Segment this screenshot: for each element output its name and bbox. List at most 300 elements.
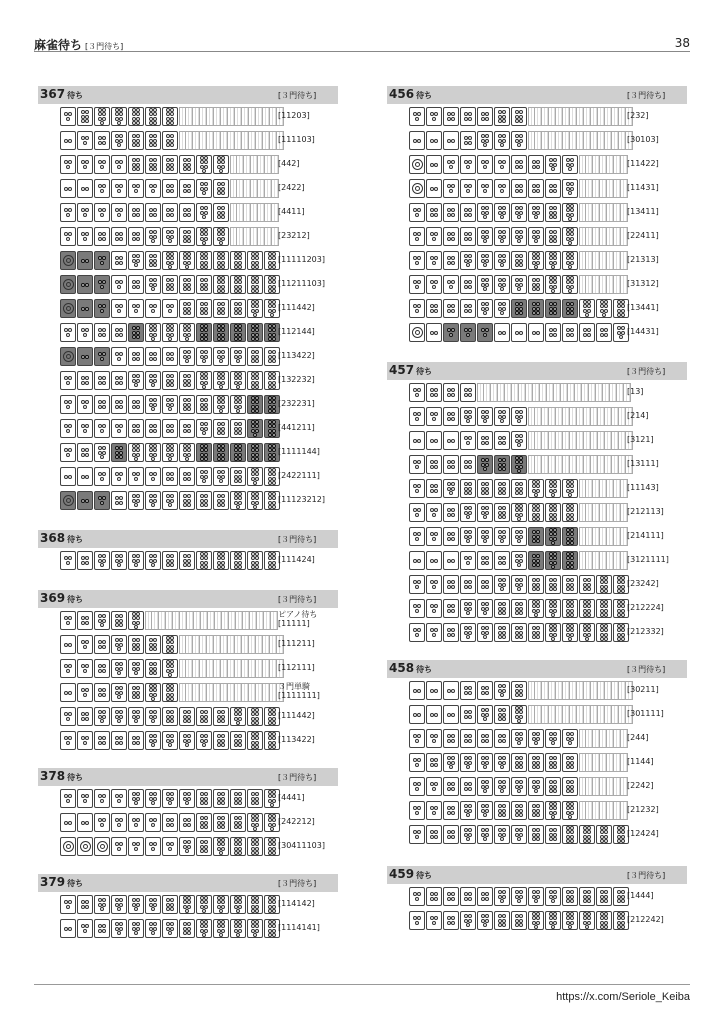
empty-slot: [579, 227, 586, 246]
pin-6-tile: [528, 623, 544, 642]
empty-slot: [563, 455, 570, 474]
empty-slot: [221, 107, 228, 126]
pin-5-tile: [511, 227, 527, 246]
pin-4-tile: [460, 107, 476, 126]
pin-7-tile: [196, 371, 212, 390]
hand-row: [387, 224, 687, 248]
pin-4-tile: [94, 731, 110, 750]
pin-4-tile: [579, 323, 595, 342]
empty-slot: [584, 131, 591, 150]
empty-slot: [535, 455, 542, 474]
pin-7-tile: [511, 705, 527, 724]
pin-7-tile: [247, 467, 263, 486]
pin-6-tile: [511, 251, 527, 270]
pin-5-tile: [528, 777, 544, 796]
pin-5-tile: [494, 299, 510, 318]
hand-label: [212242]: [627, 915, 664, 924]
empty-slot: [598, 431, 605, 450]
empty-slot: [579, 801, 586, 820]
pin-4-tile: [443, 299, 459, 318]
pin-4-tile: [162, 203, 178, 222]
pin-4-tile: [477, 681, 493, 700]
empty-slot: [230, 227, 237, 246]
pin-5-tile: [179, 347, 195, 366]
pin-4-tile: [77, 895, 93, 914]
pin-8-tile: [247, 251, 263, 270]
pin-4-tile: [128, 227, 144, 246]
pin-8-tile: [247, 551, 263, 570]
pin-7-tile: [562, 251, 578, 270]
empty-slot: [186, 683, 193, 702]
pin-5-tile: [494, 887, 510, 906]
empty-slot: [605, 455, 612, 474]
tile-hand: [60, 919, 281, 938]
empty-slot: [612, 431, 619, 450]
empty-slot: [612, 107, 619, 126]
empty-slot: [540, 383, 547, 402]
empty-slot: [228, 659, 235, 678]
empty-slot: [591, 705, 598, 724]
pin-5-tile: [460, 527, 476, 546]
pin-3-tile: [77, 731, 93, 750]
empty-slot: [270, 107, 277, 126]
pin-7-tile: [111, 107, 127, 126]
hand-row: [38, 834, 338, 858]
tile-hand: [409, 887, 630, 906]
empty-slot: [547, 383, 554, 402]
pin-2-tile: [443, 131, 459, 150]
pin-4-tile: [443, 887, 459, 906]
tile-hand: [409, 407, 633, 426]
hand-label: ３門単騎 [1111111]: [278, 682, 320, 700]
empty-slot: [549, 407, 556, 426]
empty-slot: [593, 801, 600, 820]
pin-8-tile: [562, 825, 578, 844]
empty-slot: [549, 431, 556, 450]
hand-label: [30211]: [627, 685, 659, 694]
hand-label: [242212]: [278, 817, 315, 826]
pin-4-tile: [443, 575, 459, 594]
pin-6-tile: [230, 419, 246, 438]
tile-hand: [409, 801, 628, 820]
tile-hand: [409, 383, 631, 402]
pin-5-tile: [145, 731, 161, 750]
pin-4-tile: [460, 203, 476, 222]
tile-hand: [409, 299, 630, 318]
hand-row: [38, 810, 338, 834]
pin-4-tile: [443, 801, 459, 820]
hand-label: [13411]: [627, 207, 659, 216]
pin-3-tile: [443, 275, 459, 294]
empty-slot: [208, 611, 215, 630]
tile-hand: [60, 395, 281, 414]
empty-slot: [591, 431, 598, 450]
pin-4-tile: [94, 919, 110, 938]
empty-slot: [605, 131, 612, 150]
empty-slot: [235, 131, 242, 150]
pin-2-tile: [409, 681, 425, 700]
hand-label: [111103]: [278, 135, 315, 144]
empty-slot: [607, 729, 614, 748]
empty-slot: [256, 659, 263, 678]
empty-slot: [230, 155, 237, 174]
empty-slot: [249, 659, 256, 678]
tile-hand: [60, 275, 281, 294]
hand-label: [1144]: [627, 757, 654, 766]
hand-label: [30103]: [627, 135, 659, 144]
hand-row: [38, 152, 338, 176]
pin-6-tile: [511, 107, 527, 126]
pin-3-tile: [128, 467, 144, 486]
pin-6-tile: [528, 551, 544, 570]
empty-slot: [568, 383, 575, 402]
pin-4-tile: [494, 551, 510, 570]
pin-8-tile: [196, 551, 212, 570]
empty-slot: [598, 455, 605, 474]
hand-label: [13]: [627, 387, 644, 396]
pin-7-tile: [562, 227, 578, 246]
pin-3-tile: [409, 383, 425, 402]
pin-5-tile: [545, 887, 561, 906]
empty-slot: [619, 705, 626, 724]
pin-8-tile: [596, 825, 612, 844]
empty-slot: [193, 107, 200, 126]
empty-slot: [593, 503, 600, 522]
pin-8-tile: [162, 635, 178, 654]
pin-4-tile: [179, 419, 195, 438]
hand-label: [11422]: [627, 159, 659, 168]
hand-row: [38, 104, 338, 128]
empty-slot: [180, 611, 187, 630]
empty-slot: [603, 383, 610, 402]
hand-label: [11123212]: [278, 495, 325, 504]
pin-3-tile: [60, 789, 76, 808]
pin-7-tile: [545, 599, 561, 618]
pin-5-tile: [443, 479, 459, 498]
empty-slot: [605, 407, 612, 426]
pin-8-tile: [247, 731, 263, 750]
empty-slot: [607, 753, 614, 772]
pin-5-tile: [128, 491, 144, 510]
hand-label: [11431]: [627, 183, 659, 192]
pin-7-tile: [145, 323, 161, 342]
pin-3-tile: [94, 155, 110, 174]
pin-3-tile: [60, 155, 76, 174]
pin-3-tile: [94, 203, 110, 222]
section-tag: [３門待ち]: [278, 535, 317, 544]
pin-7-tile: [196, 155, 212, 174]
pin-7-tile: [230, 491, 246, 510]
pin-8-tile: [562, 527, 578, 546]
pin-5-tile: [460, 251, 476, 270]
empty-slot: [201, 611, 208, 630]
footer-url[interactable]: https://x.com/Seriole_Keiba: [556, 991, 690, 1003]
pin-6-tile: [511, 801, 527, 820]
tile-hand: [409, 575, 630, 594]
hand-row: [387, 176, 687, 200]
empty-slot: [505, 383, 512, 402]
empty-slot: [263, 131, 270, 150]
pin-8-tile: [230, 323, 246, 342]
empty-slot: [614, 227, 621, 246]
pin-4-tile: [460, 299, 476, 318]
pin-8-tile: [230, 251, 246, 270]
hand-row: [38, 128, 338, 152]
empty-slot: [586, 179, 593, 198]
section-tag: [３門待ち]: [278, 91, 317, 100]
empty-slot: [237, 179, 244, 198]
empty-slot: [235, 635, 242, 654]
hand-label: [113422]: [278, 735, 315, 744]
empty-slot: [614, 155, 621, 174]
pin-3-tile: [77, 227, 93, 246]
pin-7-tile: [562, 623, 578, 642]
empty-slot: [243, 611, 250, 630]
hand-label: [112144]: [278, 327, 315, 336]
pin-4-tile: [460, 131, 476, 150]
empty-slot: [586, 551, 593, 570]
hand-row: [38, 200, 338, 224]
pin-4-tile: [443, 911, 459, 930]
empty-slot: [528, 455, 535, 474]
hand-label: [1444]: [627, 891, 654, 900]
tile-hand: [409, 179, 628, 198]
hand-label: [11143]: [627, 483, 659, 492]
empty-slot: [607, 275, 614, 294]
pin-7-tile: [247, 299, 263, 318]
pin-3-tile: [460, 551, 476, 570]
pin-3-tile: [111, 813, 127, 832]
hand-row: [38, 548, 338, 572]
hand-label: [1111144]: [278, 447, 320, 456]
pin-4-tile: [128, 731, 144, 750]
pin-6-tile: [511, 599, 527, 618]
pin-3-tile: [60, 707, 76, 726]
empty-slot: [593, 777, 600, 796]
empty-slot: [186, 659, 193, 678]
tile-hand: [409, 455, 633, 474]
pin-5-tile: [179, 731, 195, 750]
empty-slot: [556, 681, 563, 700]
pin-5-tile: [477, 911, 493, 930]
pin-3-tile: [111, 789, 127, 808]
empty-slot: [570, 131, 577, 150]
pin-5-tile: [179, 789, 195, 808]
hand-row: [387, 248, 687, 272]
empty-slot: [586, 251, 593, 270]
pin-7-tile: [562, 479, 578, 498]
pin-4-tile: [162, 179, 178, 198]
pin-6-tile: [494, 599, 510, 618]
pin-5-tile: [477, 705, 493, 724]
pin-7-tile: [230, 395, 246, 414]
empty-slot: [570, 407, 577, 426]
pin-6-tile: [494, 705, 510, 724]
hand-row: [387, 726, 687, 750]
pin-8-tile: [213, 323, 229, 342]
pin-3-tile: [409, 729, 425, 748]
pin-4-tile: [426, 383, 442, 402]
pin-2-tile: [443, 681, 459, 700]
hand-label: [114142]: [278, 899, 315, 908]
empty-slot: [528, 705, 535, 724]
empty-slot: [570, 681, 577, 700]
empty-slot: [607, 251, 614, 270]
pin-6-tile: [230, 813, 246, 832]
empty-slot: [561, 383, 568, 402]
pin-5-tile: [494, 777, 510, 796]
pin-4-tile: [443, 407, 459, 426]
empty-slot: [579, 527, 586, 546]
empty-slot: [591, 107, 598, 126]
pin-5-tile: [111, 131, 127, 150]
pin-6-tile: [179, 707, 195, 726]
section-title: 378 待ち: [40, 769, 84, 783]
pin-6-tile: [196, 299, 212, 318]
pin-4-tile: [162, 419, 178, 438]
empty-slot: [207, 107, 214, 126]
pin-4-tile: [94, 131, 110, 150]
section-title: 456 待ち: [389, 87, 433, 101]
empty-slot: [173, 611, 180, 630]
section-header: [38, 590, 338, 608]
pin-3-tile: [77, 659, 93, 678]
pin-6-tile: [213, 813, 229, 832]
tile-hand: [409, 777, 628, 796]
pin-6-tile: [213, 419, 229, 438]
empty-slot: [542, 681, 549, 700]
pin-4-tile: [179, 813, 195, 832]
pin-4-tile: [460, 887, 476, 906]
pin-6-tile: [562, 753, 578, 772]
pin-5-tile: [494, 251, 510, 270]
page-number: 38: [674, 36, 690, 50]
pin-4-tile: [111, 491, 127, 510]
hand-row: [387, 452, 687, 476]
pin-7-tile: [545, 275, 561, 294]
empty-slot: [207, 683, 214, 702]
empty-slot: [570, 455, 577, 474]
pin-4-tile: [94, 635, 110, 654]
pin-3-tile: [409, 503, 425, 522]
empty-slot: [194, 611, 201, 630]
pin-8-tile: [247, 895, 263, 914]
hand-row: [387, 320, 687, 344]
empty-slot: [614, 203, 621, 222]
hand-label: [442]: [278, 159, 300, 168]
pin-5-tile: [511, 777, 527, 796]
pin-4-tile: [443, 227, 459, 246]
pin-4-tile: [94, 371, 110, 390]
tile-hand: [60, 895, 281, 914]
empty-slot: [542, 455, 549, 474]
hand-row: [38, 786, 338, 810]
empty-slot: [593, 179, 600, 198]
tile-hand: [60, 837, 281, 856]
empty-slot: [265, 179, 272, 198]
pin-2-tile: [60, 683, 76, 702]
pin-8-tile: [579, 825, 595, 844]
hand-label: [112111]: [278, 663, 315, 672]
section-header: [38, 530, 338, 548]
empty-slot: [271, 611, 278, 630]
pin-4-tile: [426, 887, 442, 906]
empty-slot: [221, 635, 228, 654]
pin-4-tile: [111, 251, 127, 270]
pin-2-tile: [77, 179, 93, 198]
empty-slot: [179, 635, 186, 654]
empty-slot: [535, 407, 542, 426]
pin-3-tile: [409, 599, 425, 618]
pin-6-tile: [528, 825, 544, 844]
pin-7-tile: [230, 707, 246, 726]
wait-section-456: [387, 86, 687, 344]
pin-7-tile: [247, 919, 263, 938]
pin-4-tile: [94, 323, 110, 342]
pin-5-tile: [111, 683, 127, 702]
pin-2-tile: [60, 635, 76, 654]
pin-6-tile: [145, 131, 161, 150]
pin-3-tile: [128, 813, 144, 832]
pin-1-tile: [94, 837, 110, 856]
hand-row: [387, 152, 687, 176]
pin-5-tile: [145, 491, 161, 510]
pin-7-tile: [579, 911, 595, 930]
pin-5-tile: [162, 731, 178, 750]
hand-row: [38, 392, 338, 416]
empty-slot: [577, 431, 584, 450]
pin-3-tile: [60, 611, 76, 630]
hand-label: [132232]: [278, 375, 315, 384]
empty-slot: [263, 107, 270, 126]
empty-slot: [549, 681, 556, 700]
pin-3-tile: [409, 107, 425, 126]
pin-6-tile: [213, 179, 229, 198]
empty-slot: [237, 227, 244, 246]
empty-slot: [614, 275, 621, 294]
pin-8-tile: [562, 503, 578, 522]
pin-3-tile: [409, 407, 425, 426]
pin-3-tile: [409, 887, 425, 906]
pin-6-tile: [562, 299, 578, 318]
pin-3-tile: [94, 419, 110, 438]
pin-7-tile: [196, 895, 212, 914]
empty-slot: [563, 407, 570, 426]
pin-6-tile: [77, 107, 93, 126]
empty-slot: [556, 705, 563, 724]
empty-slot: [535, 107, 542, 126]
tile-hand: [409, 251, 628, 270]
pin-3-tile: [409, 251, 425, 270]
pin-7-tile: [562, 275, 578, 294]
empty-slot: [221, 659, 228, 678]
pin-3-tile: [60, 371, 76, 390]
pin-4-tile: [162, 467, 178, 486]
empty-slot: [600, 275, 607, 294]
pin-6-tile: [511, 623, 527, 642]
pin-3-tile: [162, 299, 178, 318]
empty-slot: [228, 107, 235, 126]
pin-3-tile: [426, 527, 442, 546]
pin-5-tile: [528, 887, 544, 906]
tile-hand: [409, 431, 633, 450]
hand-row: [38, 656, 338, 680]
hand-label: [232]: [627, 111, 649, 120]
empty-slot: [242, 635, 249, 654]
pin-3-tile: [460, 179, 476, 198]
tile-hand: [60, 347, 281, 366]
pin-3-tile: [77, 919, 93, 938]
